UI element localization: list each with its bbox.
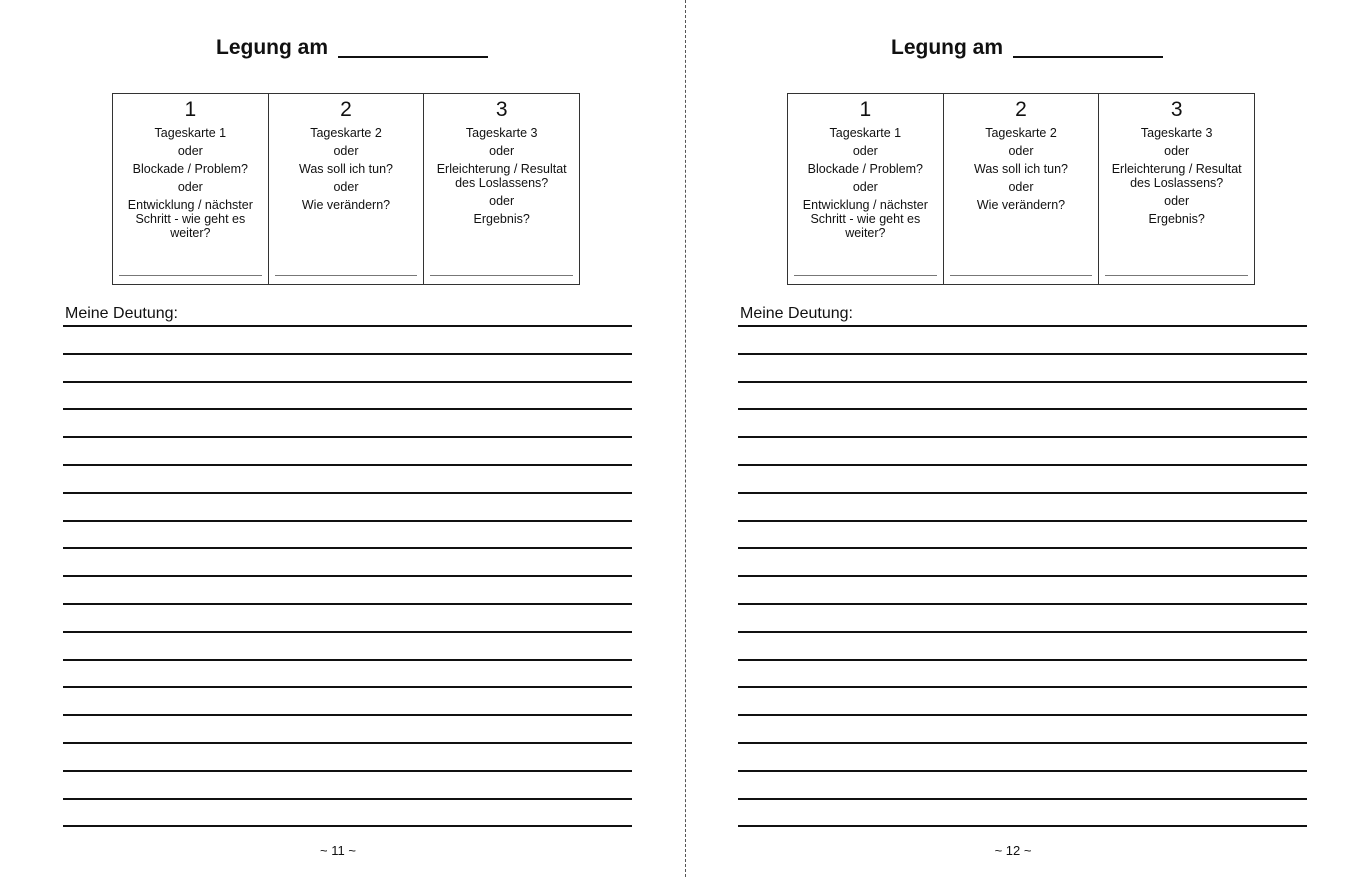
writing-line — [738, 520, 1307, 522]
writing-line — [738, 436, 1307, 438]
writing-line — [738, 798, 1307, 800]
card-text: oder — [1164, 144, 1190, 158]
card-name-blank[interactable] — [1105, 275, 1248, 276]
card-number: 3 — [1170, 98, 1183, 121]
writing-line — [738, 825, 1307, 827]
writing-line — [63, 659, 632, 661]
writing-line — [738, 714, 1307, 716]
writing-line — [63, 464, 632, 466]
card-text: Blockade / Problem? — [132, 162, 248, 176]
writing-line — [738, 547, 1307, 549]
card-text: oder — [852, 144, 878, 158]
card-position-1 — [788, 94, 944, 284]
card-text: oder — [852, 180, 878, 194]
writing-line — [738, 631, 1307, 633]
writing-line — [63, 381, 632, 383]
card-text: Wie verändern? — [976, 198, 1066, 212]
writing-line — [738, 492, 1307, 494]
card-text: Tageskarte 3 — [1140, 126, 1213, 140]
writing-line — [63, 631, 632, 633]
page-12 — [675, 0, 1361, 877]
card-text: Erleichterung / Resultat des Loslassens? — [436, 162, 567, 190]
writing-line — [738, 464, 1307, 466]
card-number: 2 — [1015, 98, 1027, 121]
writing-line — [738, 770, 1307, 772]
card-text: Entwicklung / nächster Schritt - wie geht es weiter? — [802, 198, 928, 240]
card-text: oder — [489, 194, 515, 208]
writing-line — [63, 492, 632, 494]
card-name-blank[interactable] — [275, 275, 418, 276]
writing-line — [63, 714, 632, 716]
page-number: ~ 11 ~ — [320, 843, 356, 858]
card-spread-table — [787, 93, 1255, 285]
writing-line — [738, 325, 1307, 327]
writing-line — [63, 408, 632, 410]
writing-line — [63, 520, 632, 522]
card-name-blank[interactable] — [794, 275, 937, 276]
card-position-2 — [944, 94, 1100, 284]
card-text: Tageskarte 2 — [310, 126, 382, 140]
card-text: Wie verändern? — [301, 198, 391, 212]
writing-line — [738, 353, 1307, 355]
writing-line — [738, 575, 1307, 577]
card-position-1 — [113, 94, 269, 284]
card-text: Ergebnis? — [1148, 212, 1205, 226]
card-text: Tageskarte 2 — [985, 126, 1057, 140]
card-number: 1 — [184, 98, 197, 121]
writing-line — [738, 742, 1307, 744]
card-name-blank[interactable] — [430, 275, 573, 276]
card-number: 2 — [340, 98, 352, 121]
card-text: Tageskarte 3 — [465, 126, 538, 140]
interpretation-label: Meine Deutung: — [65, 305, 178, 322]
interpretation-label: Meine Deutung: — [740, 305, 853, 322]
writing-line — [738, 408, 1307, 410]
writing-line — [738, 659, 1307, 661]
card-position-3 — [424, 94, 579, 284]
card-text: Entwicklung / nächster Schritt - wie geht es weiter? — [127, 198, 253, 240]
writing-line — [63, 798, 632, 800]
writing-line — [63, 770, 632, 772]
writing-line — [63, 436, 632, 438]
card-text: Was soll ich tun? — [298, 162, 394, 176]
writing-line — [63, 825, 632, 827]
writing-line — [738, 381, 1307, 383]
writing-line — [63, 575, 632, 577]
card-text: Blockade / Problem? — [807, 162, 923, 176]
card-text: oder — [333, 144, 359, 158]
writing-line — [63, 603, 632, 605]
card-text: oder — [1008, 180, 1034, 194]
writing-line — [738, 603, 1307, 605]
card-text: oder — [177, 144, 203, 158]
card-number: 3 — [495, 98, 508, 121]
card-name-blank[interactable] — [950, 275, 1093, 276]
writing-line — [63, 742, 632, 744]
writing-line — [63, 547, 632, 549]
card-name-blank[interactable] — [119, 275, 262, 276]
writing-line — [63, 325, 632, 327]
card-text: Erleichterung / Resultat des Loslassens? — [1111, 162, 1242, 190]
card-number: 1 — [859, 98, 872, 121]
card-text: oder — [1164, 194, 1190, 208]
card-spread-table — [112, 93, 580, 285]
card-position-2 — [269, 94, 425, 284]
card-text: Ergebnis? — [473, 212, 530, 226]
card-text: Tageskarte 1 — [829, 126, 902, 140]
writing-line — [63, 686, 632, 688]
page-title: Legung am — [216, 36, 516, 60]
card-text: oder — [177, 180, 203, 194]
date-blank-field[interactable] — [338, 36, 488, 58]
writing-line — [63, 353, 632, 355]
card-text: oder — [333, 180, 359, 194]
page-title: Legung am — [891, 36, 1191, 60]
card-text: oder — [489, 144, 515, 158]
card-text: Tageskarte 1 — [154, 126, 227, 140]
date-blank-field[interactable] — [1013, 36, 1163, 58]
card-text: oder — [1008, 144, 1034, 158]
card-text: Was soll ich tun? — [973, 162, 1069, 176]
card-position-3 — [1099, 94, 1254, 284]
page-number: ~ 12 ~ — [994, 843, 1032, 858]
writing-line — [738, 686, 1307, 688]
